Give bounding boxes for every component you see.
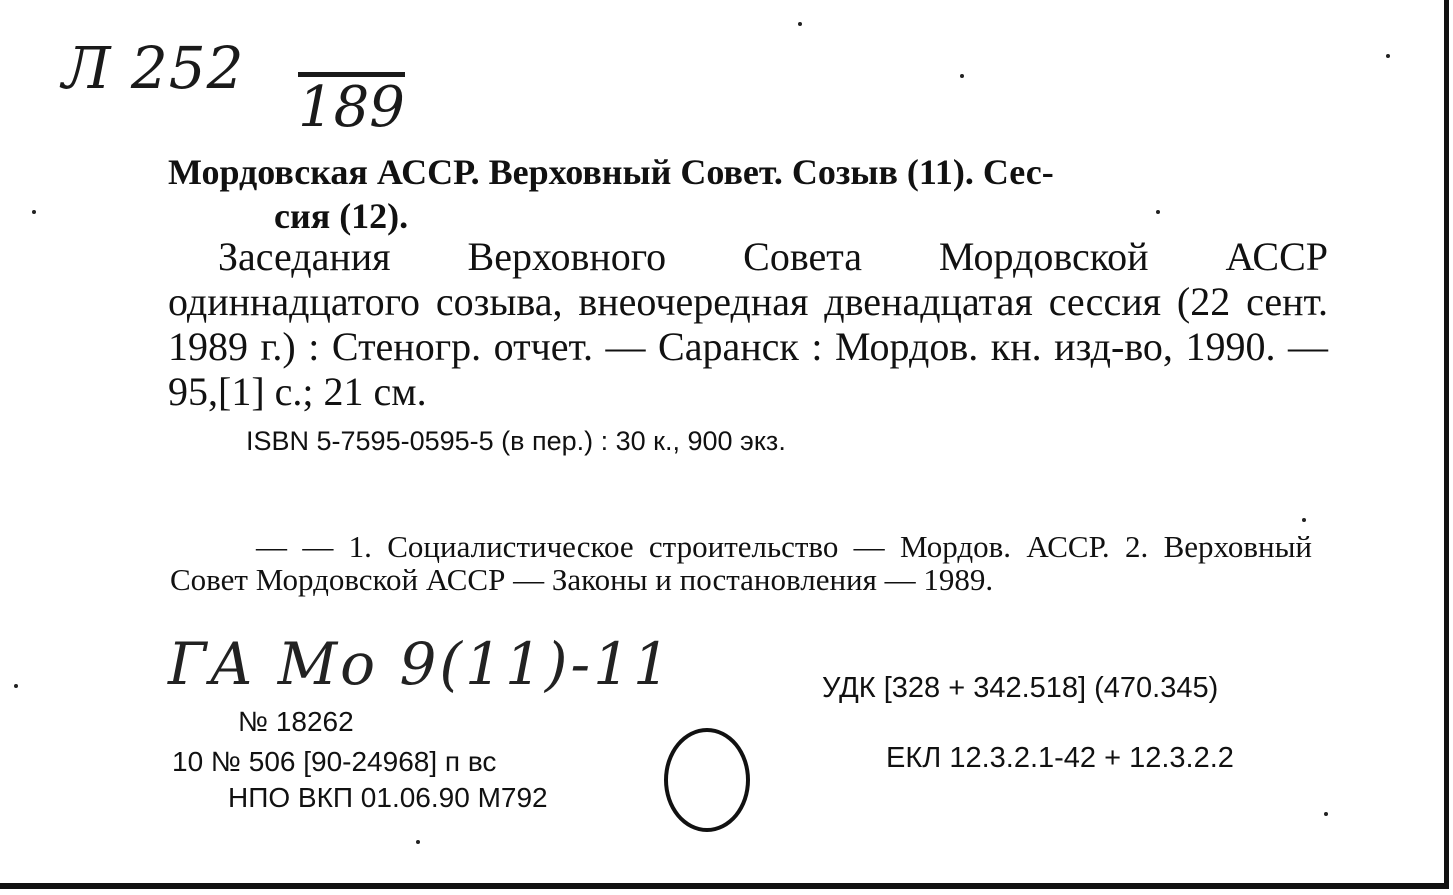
- card-edge-right: [1444, 0, 1449, 884]
- speck: [960, 74, 964, 78]
- heading-line-1: Мордовская АССР. Верховный Совет. Созыв (11). Сес-: [168, 152, 1054, 192]
- bibliographic-description: [168, 234, 1328, 414]
- handwritten-shelf-subnumber: 189: [298, 72, 405, 139]
- speck: [32, 210, 36, 214]
- card-heading: [168, 150, 1328, 238]
- udk-classification: УДК [328 + 342.518] (470.345): [822, 672, 1219, 704]
- handwritten-archive-code: ГА Мо 9(11)-11: [168, 630, 673, 698]
- speck: [798, 22, 802, 26]
- publication-number: № 18262: [238, 706, 354, 737]
- subject-text: — — 1. Социалистическое строительство — Мордов. АССР. 2. Верховный Совет Мордовской АССР — Законы и постановления — 1989.: [170, 529, 1312, 597]
- speck: [14, 684, 18, 688]
- isbn-line: ISBN 5-7595-0595-5 (в пер.) : 30 к., 900 экз.: [246, 426, 786, 456]
- card-edge-bottom: [0, 883, 1449, 889]
- description-line-1: Заседания Верховного Совета Мордовской АССР: [218, 234, 1328, 279]
- heading-line-2: сия (12).: [274, 196, 409, 236]
- speck: [416, 840, 420, 844]
- ekl-classification: ЕКЛ 12.3.2.1-42 + 12.3.2.2: [886, 742, 1234, 774]
- speck: [1156, 210, 1160, 214]
- circle-stamp: [664, 728, 750, 832]
- speck: [1302, 518, 1306, 522]
- description-rest: одиннадцатого созыва, внеочередная двенадцатая сессия (22 сент. 1989 г.) : Стеногр. отчет. — Саранск : Мордов. кн. изд-во, 1990. — 95,[1] с.; 21 см.: [168, 279, 1328, 414]
- print-order-number: 10 № 506 [90-24968] п вс: [172, 746, 497, 777]
- speck: [1386, 54, 1390, 58]
- speck: [1324, 812, 1328, 816]
- printer-info: НПО ВКП 01.06.90 М792: [228, 782, 548, 813]
- handwritten-shelf-code: Л 252: [62, 34, 245, 102]
- subject-headings: [170, 530, 1312, 596]
